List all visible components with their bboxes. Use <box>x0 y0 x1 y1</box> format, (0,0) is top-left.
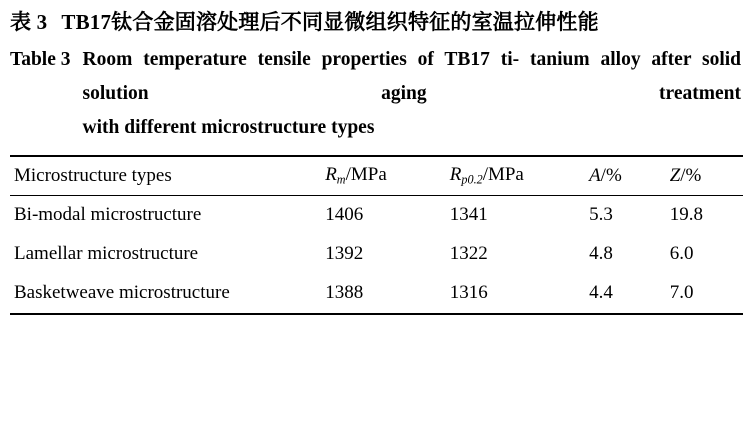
header-reduction-of-area: Z/% <box>669 165 702 187</box>
caption-english-line-1: Room temperature tensile properties of TB17 ti- <box>82 49 520 70</box>
cell-reduction-of-area: 6.0 <box>669 243 694 265</box>
header-microstructure-types: Microstructure types <box>14 165 172 187</box>
cell-elongation: 5.3 <box>589 204 613 226</box>
table-header-row <box>10 156 743 196</box>
cell-microstructure-name: Lamellar microstructure <box>14 243 199 265</box>
table-container <box>10 155 743 315</box>
caption-chinese-text: TB17钛合金固溶处理后不同显微组织特征的室温拉伸性能 <box>61 10 599 34</box>
caption-english <box>10 43 743 145</box>
cell-rm: 1392 <box>325 243 364 265</box>
table-body <box>10 196 743 314</box>
table-bottom-rule <box>10 313 743 315</box>
header-rp02: $R_{p0.2}$/MPa <box>449 164 524 187</box>
caption-english-line-2: tanium alloy after solid solution aging treatment <box>82 49 741 104</box>
caption-english-line-3: with different microstructure types <box>82 117 375 138</box>
cell-rp02: 1341 <box>449 204 488 226</box>
cell-elongation: 4.8 <box>589 243 613 265</box>
cell-rp02: 1322 <box>449 243 488 265</box>
cell-elongation: 4.4 <box>589 282 613 304</box>
table-head <box>10 156 743 196</box>
cell-reduction-of-area: 19.8 <box>669 204 703 226</box>
header-rm: $R_m$/MPa <box>325 164 387 187</box>
cell-microstructure-name: Bi-modal microstructure <box>14 204 202 226</box>
caption-english-label: Table 3 <box>10 49 71 70</box>
cell-reduction-of-area: 7.0 <box>669 282 694 304</box>
cell-rp02: 1316 <box>449 282 488 304</box>
cell-rm: 1406 <box>325 204 364 226</box>
table-row <box>10 274 743 313</box>
tensile-properties-table <box>10 155 743 313</box>
cell-microstructure-name: Basketweave microstructure <box>14 282 230 304</box>
table-row <box>10 235 743 274</box>
cell-rm: 1388 <box>325 282 364 304</box>
caption-chinese <box>10 6 743 39</box>
header-elongation: A/% <box>589 165 622 187</box>
caption-english-text <box>83 43 743 145</box>
caption-chinese-label: 表 3 <box>10 10 48 34</box>
table-row <box>10 196 743 236</box>
